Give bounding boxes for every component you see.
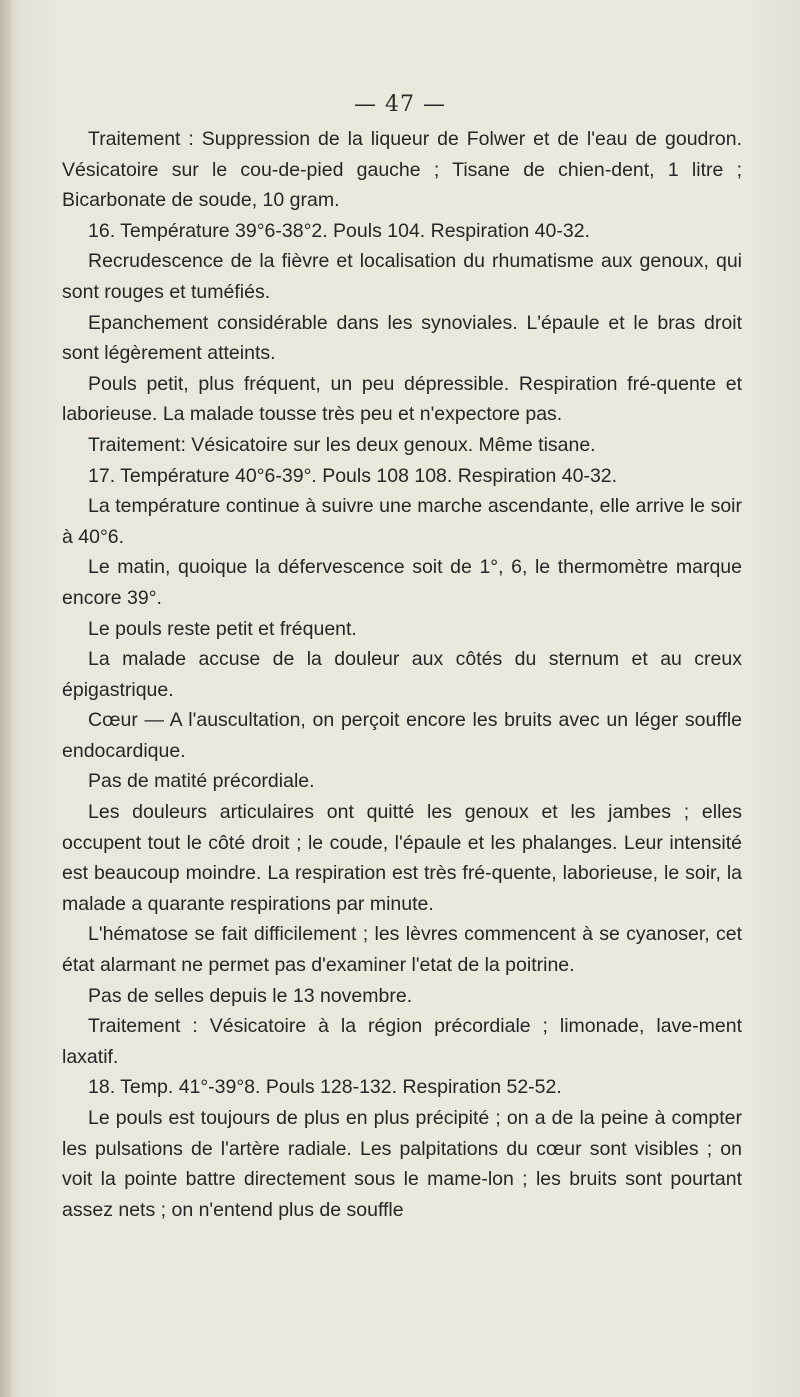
- paragraph: La malade accuse de la douleur aux côtés du sternum et au creux épigastrique.: [62, 648, 742, 701]
- paragraph: Traitement : Suppression de la liqueur de Folwer et de l'eau de goudron. Vésicatoire sur le cou-de-pied gauche ; Tisane de chien-dent, 1 litre ; Bicarbonate de soude, 10 gram.: [62, 128, 742, 212]
- paragraph: Cœur — A l'auscultation, on perçoit encore les bruits avec un léger souffle endocardique.: [62, 709, 742, 762]
- paragraph: Traitement: Vésicatoire sur les deux genoux. Même tisane.: [88, 433, 596, 456]
- paragraph: 16. Température 39°6-38°2. Pouls 104. Respiration 40-32.: [88, 219, 590, 242]
- body-text: [62, 124, 742, 1225]
- paragraph: Les douleurs articulaires ont quitté les genoux et les jambes ; elles occupent tout le côté droit ; le coude, l'épaule et les phalanges. Leur intensité est beaucoup moindre. La respiration est très fré-quente, laborieuse, le soir, la malade a quarante respirations par minute.: [62, 801, 742, 915]
- paragraph: La température continue à suivre une marche ascendante, elle arrive le soir à 40°6.: [62, 495, 742, 548]
- paragraph: Pas de selles depuis le 13 novembre.: [88, 984, 413, 1007]
- paragraph: Epanchement considérable dans les synoviales. L'épaule et le bras droit sont légèrement atteints.: [62, 311, 742, 365]
- paragraph: 18. Temp. 41°-39°8. Pouls 128-132. Respiration 52-52.: [88, 1076, 562, 1099]
- paragraph: Le matin, quoique la défervescence soit de 1°, 6, le thermomètre marque encore 39°.: [62, 556, 742, 609]
- page-number: — 47 —: [354, 92, 446, 117]
- paragraph: 17. Température 40°6-39°. Pouls 108 108. Respiration 40-32.: [88, 464, 618, 487]
- paragraph: Pouls petit, plus fréquent, un peu dépressible. Respiration fré-quente et laborieuse. La malade tousse très peu et n'expectore pas.: [62, 372, 742, 426]
- paragraph: Recrudescence de la fièvre et localisation du rhumatisme aux genoux, qui sont rouges et tuméfiés.: [62, 250, 742, 303]
- paragraph: L'hématose se fait difficilement ; les lèvres commencent à se cyanoser, cet état alarmant ne permet pas d'examiner l'etat de la poitrine.: [62, 923, 742, 977]
- paragraph: Le pouls reste petit et fréquent.: [88, 617, 357, 640]
- paragraph: Pas de matité précordiale.: [88, 770, 315, 793]
- paragraph: Le pouls est toujours de plus en plus précipité ; on a de la peine à compter les pulsations de l'artère radiale. Les palpitations du cœur sont visibles ; on voit la pointe battre directement sous le mame-lon ; les bruits sont pourtant assez nets ; on n'entend plus de souffle: [62, 1107, 742, 1221]
- binding-edge-shadow: [0, 0, 14, 1397]
- paragraph: Traitement : Vésicatoire à la région précordiale ; limonade, lave-ment laxatif.: [62, 1015, 742, 1068]
